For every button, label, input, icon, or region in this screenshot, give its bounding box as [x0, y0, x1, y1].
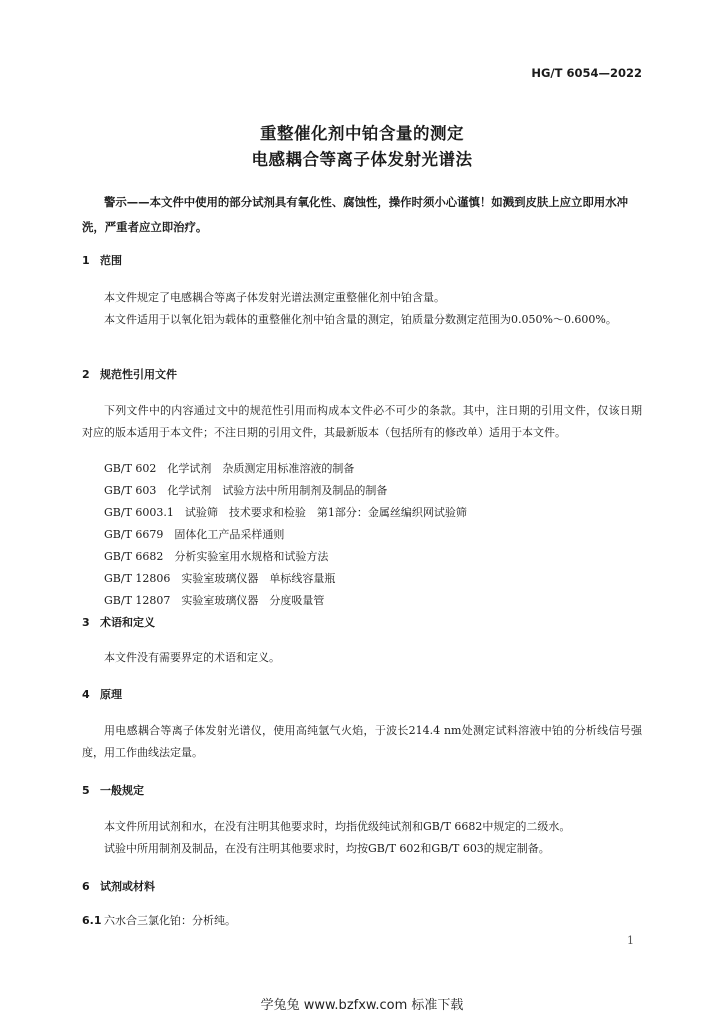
reference-item: GB/T 603 化学试剂 试验方法中所用制剂及制品的制备 [104, 484, 388, 497]
section-number: 6 [82, 880, 90, 893]
section-1-paragraph-1: 本文件规定了电感耦合等离子体发射光谱法测定重整催化剂中铂含量。 [104, 291, 445, 304]
section-number: 5 [82, 784, 90, 797]
section-5-paragraph-2: 试验中所用制剂及制品，在没有注明其他要求时，均按GB/T 602和GB/T 603的规定制备。 [104, 842, 550, 855]
subsection-6-1 [82, 912, 236, 928]
standard-code: HG/T 6054—2022 [531, 66, 642, 80]
document-title-line1: 重整催化剂中铂含量的测定 [260, 124, 464, 143]
section-3-heading [82, 614, 155, 630]
reference-item: GB/T 6679 固体化工产品采样通则 [104, 528, 285, 541]
section-2-heading [82, 366, 177, 382]
watermark-footer: 学兔兔 www.bzfxw.com 标准下载 [260, 998, 464, 1013]
section-5-paragraph-1: 本文件所用试剂和水，在没有注明其他要求时，均指优级纯试剂和GB/T 6682中规定的二级水。 [104, 820, 571, 833]
section-1-heading [82, 252, 122, 268]
section-number: 3 [82, 616, 90, 629]
reference-item: GB/T 6682 分析实验室用水规格和试验方法 [104, 550, 329, 563]
section-4-paragraph-1: 用电感耦合等离子体发射光谱仪，使用高纯氩气火焰，于波长214.4 nm处测定试料溶液中铂的分析线信号强度，用工作曲线法定量。 [82, 724, 642, 759]
section-1-paragraph-2: 本文件适用于以氧化铝为载体的重整催化剂中铂含量的测定，铂质量分数测定范围为0.050%～0.600%。 [104, 313, 617, 326]
section-2-paragraph-1: 下列文件中的内容通过文中的规范性引用而构成本文件必不可少的条款。其中，注日期的引用文件，仅该日期对应的版本适用于本文件；不注日期的引用文件，其最新版本（包括所有的修改单）适用于本文件。 [82, 404, 642, 439]
safety-warning: 警示——本文件中使用的部分试剂具有氧化性、腐蚀性，操作时须小心谨慎！如溅到皮肤上应立即用水冲洗，严重者应立即治疗。 [82, 195, 628, 234]
section-6-heading [82, 878, 155, 894]
page-number: 1 [627, 934, 634, 947]
section-title: 一般规定 [100, 784, 144, 797]
section-5-heading [82, 782, 144, 798]
section-title: 范围 [100, 254, 122, 267]
section-title: 术语和定义 [100, 616, 155, 629]
subsection-number: 6.1 [82, 914, 102, 927]
section-title: 原理 [100, 688, 122, 701]
document-title-line2: 电感耦合等离子体发射光谱法 [251, 150, 473, 169]
reference-item: GB/T 602 化学试剂 杂质测定用标准溶液的制备 [104, 462, 355, 475]
section-title: 试剂或材料 [100, 880, 155, 893]
section-3-paragraph-1: 本文件没有需要界定的术语和定义。 [104, 651, 280, 664]
section-number: 4 [82, 688, 90, 701]
section-number: 1 [82, 254, 90, 267]
reference-item: GB/T 12807 实验室玻璃仪器 分度吸量管 [104, 594, 325, 607]
section-4-heading [82, 686, 122, 702]
section-number: 2 [82, 368, 90, 381]
reference-item: GB/T 12806 实验室玻璃仪器 单标线容量瓶 [104, 572, 336, 585]
subsection-text: 六水合三氯化铂：分析纯。 [104, 914, 236, 927]
section-title: 规范性引用文件 [100, 368, 177, 381]
reference-item: GB/T 6003.1 试验筛 技术要求和检验 第1部分：金属丝编织网试验筛 [104, 506, 467, 519]
